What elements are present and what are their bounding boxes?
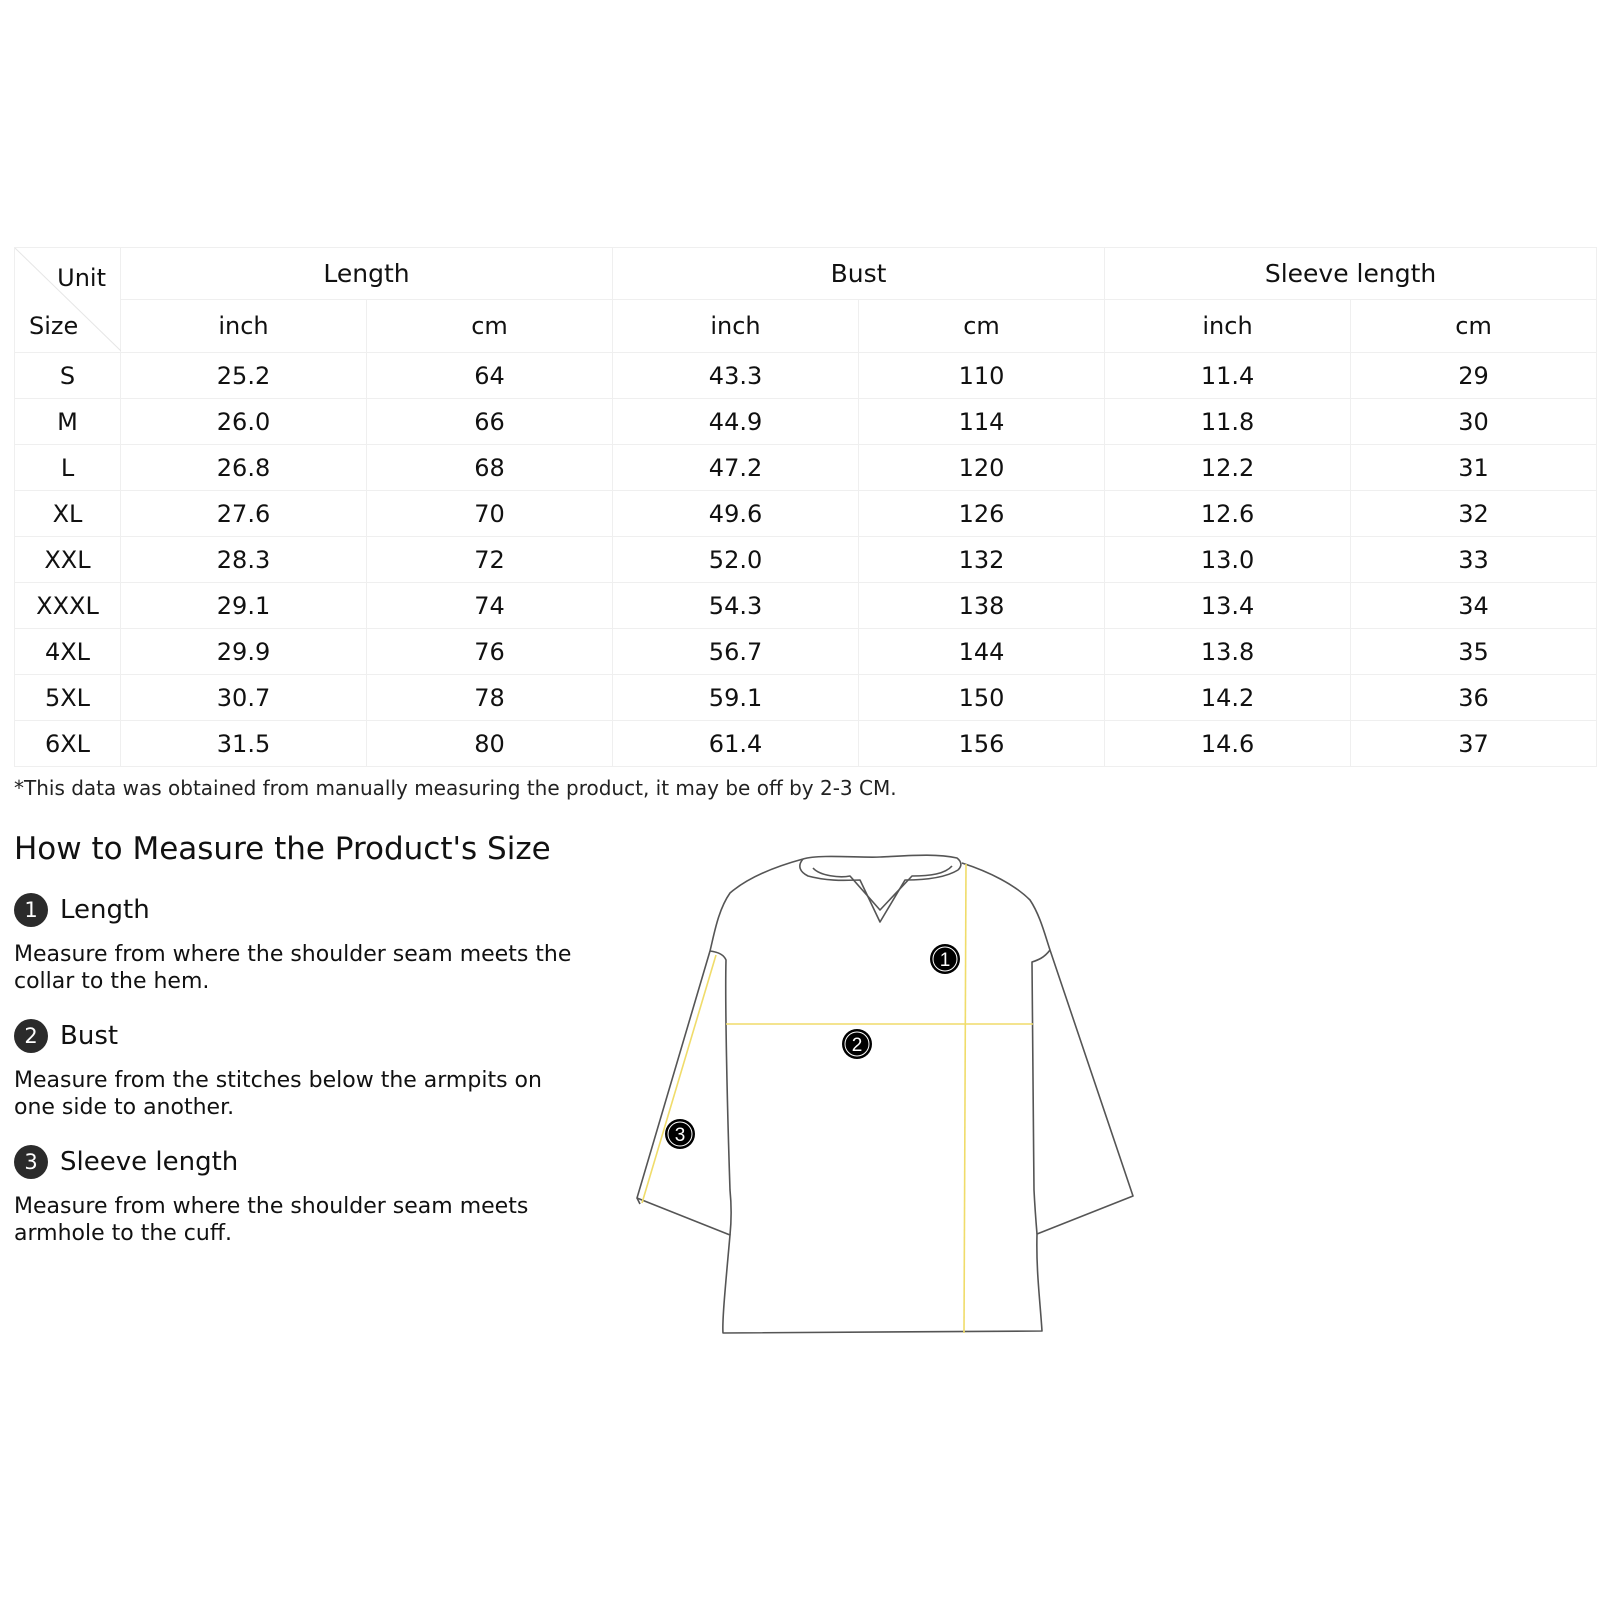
measurement-cell: 13.4: [1105, 583, 1351, 629]
measurement-note: *This data was obtained from manually measuring the product, it may be off by 2-3 CM.: [14, 776, 897, 800]
step-number-badge: 1: [14, 893, 48, 927]
measurement-cell: 29.9: [121, 629, 367, 675]
measurement-cell: 14.2: [1105, 675, 1351, 721]
size-cell: XXL: [15, 537, 121, 583]
measurement-lines: [642, 864, 1033, 1333]
measurement-cell: 30: [1351, 399, 1597, 445]
step-description: Measure from where the shoulder seam meets the collar to the hem.: [14, 942, 572, 994]
unit-header: cm: [859, 300, 1105, 353]
size-cell: M: [15, 399, 121, 445]
measurement-cell: 144: [859, 629, 1105, 675]
size-cell: XL: [15, 491, 121, 537]
measurement-cell: 35: [1351, 629, 1597, 675]
measurement-cell: 11.4: [1105, 353, 1351, 399]
measurement-cell: 52.0: [613, 537, 859, 583]
header-length: Length: [121, 248, 613, 300]
unit-header: inch: [121, 300, 367, 353]
measurement-cell: 76: [367, 629, 613, 675]
marker-label: 1: [939, 950, 951, 971]
step-description: Measure from where the shoulder seam meets armhole to the cuff.: [14, 1194, 529, 1246]
measurement-cell: 44.9: [613, 399, 859, 445]
measurement-cell: 28.3: [121, 537, 367, 583]
measurement-cell: 31.5: [121, 721, 367, 767]
howto-title: How to Measure the Product's Size: [14, 831, 551, 867]
marker-length: [930, 944, 960, 974]
measurement-cell: 37: [1351, 721, 1597, 767]
measurement-cell: 120: [859, 445, 1105, 491]
shirt-outline: [637, 855, 1133, 1333]
measurement-cell: 27.6: [121, 491, 367, 537]
step-number-badge: 3: [14, 1145, 48, 1179]
measurement-cell: 43.3: [613, 353, 859, 399]
step-label: Sleeve length: [60, 1147, 239, 1177]
marker-label: 3: [674, 1125, 686, 1146]
size-cell: 5XL: [15, 675, 121, 721]
measurement-cell: 14.6: [1105, 721, 1351, 767]
header-bust: Bust: [613, 248, 1105, 300]
size-cell: L: [15, 445, 121, 491]
measurement-cell: 32: [1351, 491, 1597, 537]
header-sleeve-length: Sleeve length: [1105, 248, 1597, 300]
step-number-badge: 2: [14, 1019, 48, 1053]
measurement-cell: 156: [859, 721, 1105, 767]
measurement-cell: 138: [859, 583, 1105, 629]
sleeve-measure-line: [642, 955, 716, 1203]
measurement-cell: 29.1: [121, 583, 367, 629]
measurement-cell: 36: [1351, 675, 1597, 721]
marker-bust: [842, 1029, 872, 1059]
step-description: Measure from the stitches below the armpits on one side to another.: [14, 1068, 542, 1120]
measurement-cell: 13.0: [1105, 537, 1351, 583]
measurement-cell: 31: [1351, 445, 1597, 491]
measurement-cell: 132: [859, 537, 1105, 583]
measurement-cell: 33: [1351, 537, 1597, 583]
measurement-cell: 74: [367, 583, 613, 629]
size-cell: 6XL: [15, 721, 121, 767]
measurement-cell: 12.2: [1105, 445, 1351, 491]
measurement-cell: 34: [1351, 583, 1597, 629]
step-label: Length: [60, 895, 150, 925]
size-cell: 4XL: [15, 629, 121, 675]
size-cell: S: [15, 353, 121, 399]
marker-sleeve: [665, 1119, 695, 1149]
measurement-cell: 49.6: [613, 491, 859, 537]
measurement-cell: 13.8: [1105, 629, 1351, 675]
marker-label: 2: [851, 1035, 863, 1056]
measurement-cell: 78: [367, 675, 613, 721]
unit-header: cm: [1351, 300, 1597, 353]
measurement-cell: 66: [367, 399, 613, 445]
unit-header: inch: [613, 300, 859, 353]
measurement-cell: 26.8: [121, 445, 367, 491]
measurement-cell: 72: [367, 537, 613, 583]
length-measure-line: [964, 864, 966, 1333]
measurement-cell: 126: [859, 491, 1105, 537]
measurement-cell: 61.4: [613, 721, 859, 767]
step-label: Bust: [60, 1021, 119, 1051]
measurement-cell: 114: [859, 399, 1105, 445]
measurement-cell: 47.2: [613, 445, 859, 491]
measurement-cell: 64: [367, 353, 613, 399]
measurement-cell: 80: [367, 721, 613, 767]
measurement-cell: 11.8: [1105, 399, 1351, 445]
corner-unit-label: Unit: [57, 264, 106, 292]
measurement-cell: 30.7: [121, 675, 367, 721]
measurement-cell: 150: [859, 675, 1105, 721]
measurement-cell: 56.7: [613, 629, 859, 675]
measurement-cell: 54.3: [613, 583, 859, 629]
measurement-cell: 110: [859, 353, 1105, 399]
unit-header: cm: [367, 300, 613, 353]
size-cell: XXXL: [15, 583, 121, 629]
measurement-cell: 12.6: [1105, 491, 1351, 537]
measurement-cell: 29: [1351, 353, 1597, 399]
measurement-cell: 70: [367, 491, 613, 537]
measurement-cell: 68: [367, 445, 613, 491]
measurement-cell: 26.0: [121, 399, 367, 445]
measurement-cell: 59.1: [613, 675, 859, 721]
measurement-cell: 25.2: [121, 353, 367, 399]
corner-size-label: Size: [29, 312, 79, 340]
unit-header: inch: [1105, 300, 1351, 353]
